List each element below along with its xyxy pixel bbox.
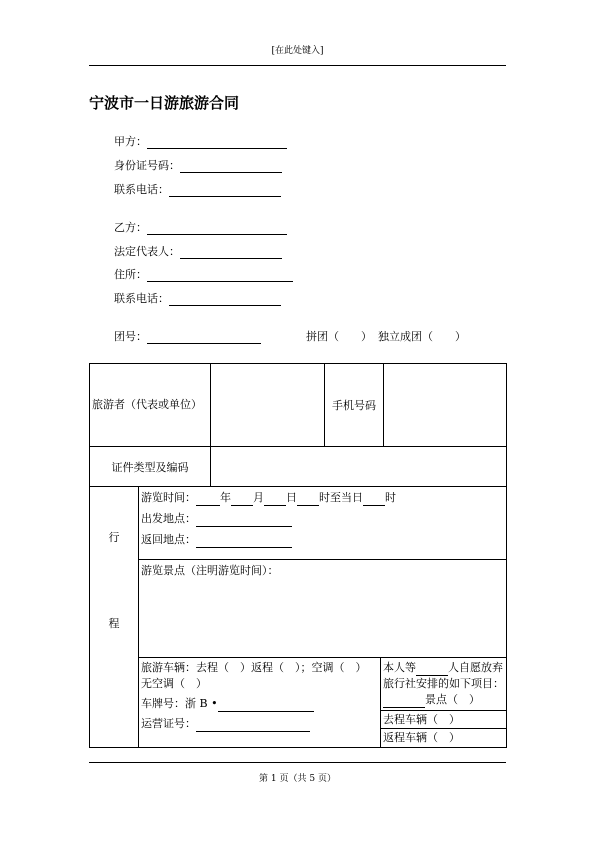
phone-label-cell: [325, 364, 384, 447]
waiver-outbound[interactable]: 去程车辆（ ）: [381, 711, 506, 729]
party-b-rep-field[interactable]: [114, 243, 282, 259]
tour-time-label: 游览时间：: [141, 491, 196, 504]
group-number-line[interactable]: [147, 331, 261, 344]
party-b-phone-label: 联系电话：: [114, 292, 169, 305]
permit-row[interactable]: [141, 716, 378, 732]
id-type-label-cell: [90, 447, 211, 487]
party-a-name-label: 甲方：: [114, 135, 147, 148]
page-number: 第 1 页（共 5 页）: [259, 774, 336, 784]
return-row[interactable]: [141, 531, 504, 548]
party-b-rep-label: 法定代表人：: [114, 245, 180, 258]
footer-divider: [89, 762, 506, 763]
plate-line[interactable]: [218, 699, 314, 712]
party-a-id-line[interactable]: [180, 160, 282, 173]
tourist-info-table: [89, 363, 507, 748]
hour-text: 时: [385, 491, 396, 504]
header-divider: [89, 65, 506, 66]
end-hour-line[interactable]: [363, 493, 385, 506]
permit-label: 运营证号：: [141, 716, 196, 730]
plate-label: 车牌号：浙 B •: [141, 696, 218, 710]
party-b-name-field[interactable]: [114, 219, 287, 235]
itinerary-label-cell: [90, 487, 139, 748]
start-hour-line[interactable]: [297, 493, 319, 506]
phone-label: 手机号码: [332, 399, 376, 412]
header-placeholder: [在此处键入]: [271, 46, 324, 56]
waiver-prefix: 本人等: [383, 661, 416, 674]
party-a-name-line[interactable]: [147, 136, 287, 149]
year-line[interactable]: [196, 493, 220, 506]
party-a-id-label: 身份证号码：: [114, 159, 180, 172]
waiver-cell: [381, 658, 507, 748]
waiver-line-2: 旅行社安排的如下项目：: [383, 676, 504, 690]
independent-group-option[interactable]: 独立成团（ ）: [378, 330, 466, 343]
id-type-label: 证件类型及编码: [111, 460, 189, 474]
vehicle-line-2[interactable]: 无空调（ ）: [141, 676, 207, 690]
party-a-phone-field[interactable]: [114, 181, 281, 197]
party-b-address-line[interactable]: [147, 269, 293, 282]
day-line[interactable]: [264, 493, 286, 506]
combined-group-option[interactable]: 拼团（ ）: [306, 330, 372, 343]
month-text: 月: [253, 491, 264, 504]
return-label: 返回地点：: [141, 533, 196, 547]
return-line[interactable]: [196, 535, 292, 548]
waiver-sight-row[interactable]: [383, 692, 504, 708]
vehicle-cell: [139, 658, 381, 748]
depart-row[interactable]: [141, 510, 504, 527]
group-number-field[interactable]: [114, 328, 261, 344]
party-b-name-line[interactable]: [147, 222, 287, 235]
waiver-return[interactable]: 返程车辆（ ）: [383, 731, 460, 745]
waiver-sight-line[interactable]: [383, 695, 425, 708]
waiver-line-1[interactable]: [383, 660, 504, 676]
sights-cell[interactable]: [139, 560, 507, 658]
waiver-count-line[interactable]: [416, 663, 448, 676]
waiver-statement: [381, 658, 506, 711]
group-number-label: 团号：: [114, 330, 147, 343]
document-title: 宁波市一日游旅游合同: [89, 94, 240, 112]
party-a-name-field[interactable]: [114, 133, 287, 149]
party-b-name-label: 乙方：: [114, 221, 147, 234]
phone-value-cell[interactable]: [384, 364, 507, 447]
party-b-phone-field[interactable]: [114, 290, 281, 306]
itinerary-char-1: 行: [108, 531, 120, 544]
party-a-phone-label: 联系电话：: [114, 183, 169, 196]
tourist-label-cell: [90, 364, 211, 447]
party-b-address-field[interactable]: [114, 266, 293, 282]
waiver-suffix: 人自愿放弃: [448, 661, 503, 674]
tourist-label: 旅游者（代表或单位）: [92, 398, 202, 412]
sights-label: 游览景点（注明游览时间）：: [141, 564, 279, 577]
tourist-name-cell[interactable]: [211, 364, 325, 447]
year-text: 年: [220, 491, 231, 504]
party-b-rep-line[interactable]: [180, 246, 282, 259]
hour-to-text: 时至当日: [319, 491, 363, 504]
itinerary-char-2: 程: [108, 617, 120, 630]
vehicle-line-1[interactable]: 旅游车辆：去程（ ）返程（ ）；空调（ ）: [141, 661, 367, 674]
party-b-phone-line[interactable]: [169, 293, 281, 306]
tour-time-row[interactable]: [141, 489, 504, 506]
permit-line[interactable]: [196, 719, 310, 732]
waiver-sight-text: 景点（ ）: [425, 692, 480, 706]
depart-label: 出发地点：: [141, 512, 196, 526]
party-a-id-field[interactable]: [114, 157, 282, 173]
id-type-value-cell[interactable]: [211, 447, 507, 487]
plate-row[interactable]: [141, 696, 378, 712]
party-b-address-label: 住所：: [114, 268, 147, 281]
depart-line[interactable]: [196, 514, 292, 527]
itinerary-time-cell: [139, 487, 507, 560]
month-line[interactable]: [231, 493, 253, 506]
party-a-phone-line[interactable]: [169, 184, 281, 197]
day-text: 日: [286, 491, 297, 504]
